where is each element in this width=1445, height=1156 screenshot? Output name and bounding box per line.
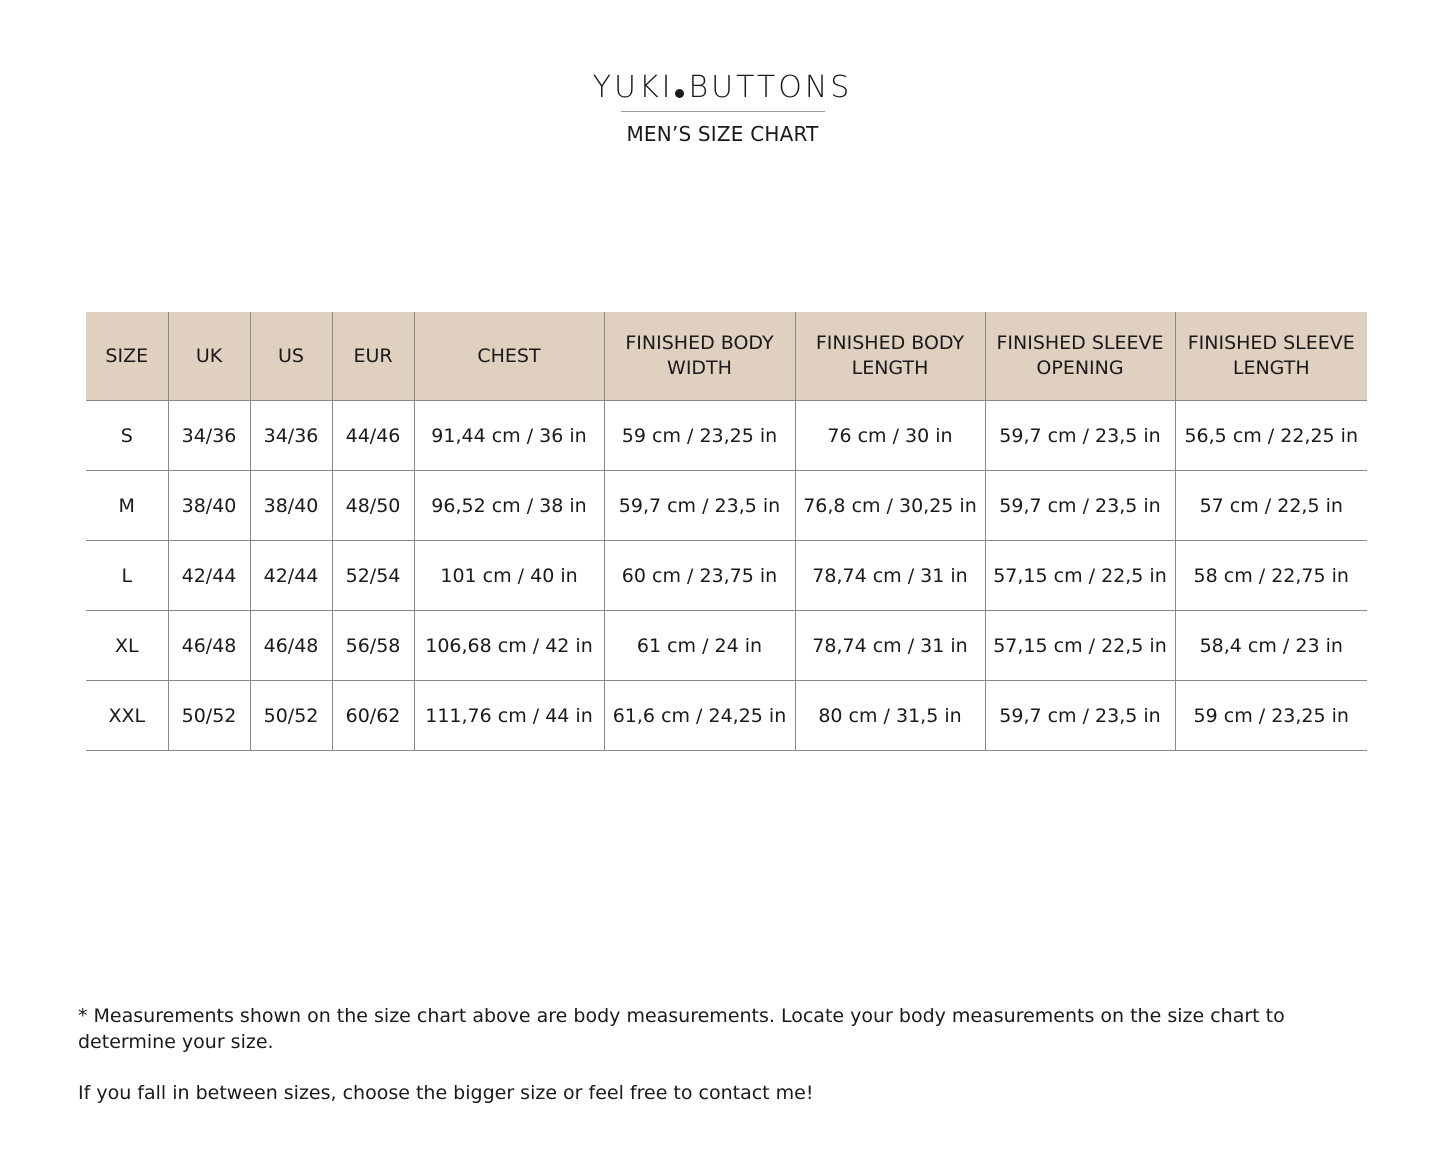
cell-sleeve-opening: 57,15 cm / 22,5 in [985,611,1175,681]
cell-eur: 48/50 [332,471,414,541]
cell-sleeve-opening: 59,7 cm / 23,5 in [985,401,1175,471]
cell-eur: 60/62 [332,681,414,751]
header-finished-body-length: FINISHED BODY LENGTH [795,312,985,401]
logo-text-right: BUTTONS [688,70,853,105]
logo-text-left: YUKI [592,70,674,105]
logo [593,70,853,105]
cell-size: L [86,541,168,611]
cell-chest: 91,44 cm / 36 in [414,401,604,471]
header-size: SIZE [86,312,168,401]
cell-eur: 44/46 [332,401,414,471]
cell-body-length: 78,74 cm / 31 in [795,541,985,611]
cell-us: 46/48 [250,611,332,681]
cell-body-width: 61,6 cm / 24,25 in [604,681,795,751]
size-chart-table [86,312,1367,751]
cell-eur: 52/54 [332,541,414,611]
cell-sleeve-opening: 57,15 cm / 22,5 in [985,541,1175,611]
logo-divider [621,111,825,112]
cell-body-width: 61 cm / 24 in [604,611,795,681]
header-finished-sleeve-length: FINISHED SLEEVE LENGTH [1175,312,1367,401]
table-row [86,681,1367,751]
header-eur: EUR [332,312,414,401]
cell-chest: 101 cm / 40 in [414,541,604,611]
table-header-row [86,312,1367,401]
cell-eur: 56/58 [332,611,414,681]
cell-chest: 96,52 cm / 38 in [414,471,604,541]
table-row [86,541,1367,611]
footnotes [78,1003,1378,1106]
cell-sleeve-opening: 59,7 cm / 23,5 in [985,681,1175,751]
table-row [86,611,1367,681]
measurement-note: * Measurements shown on the size chart above are body measurements. Locate your body measurements on the size chart to determine your size. [78,1005,1285,1053]
cell-size: S [86,401,168,471]
logo-dot [675,89,684,98]
header-finished-sleeve-opening: FINISHED SLEEVE OPENING [985,312,1175,401]
cell-chest: 106,68 cm / 42 in [414,611,604,681]
brand-header [0,70,1445,146]
cell-uk: 38/40 [168,471,250,541]
cell-us: 50/52 [250,681,332,751]
cell-us: 42/44 [250,541,332,611]
header-finished-body-width: FINISHED BODY WIDTH [604,312,795,401]
cell-chest: 111,76 cm / 44 in [414,681,604,751]
cell-sleeve-opening: 59,7 cm / 23,5 in [985,471,1175,541]
cell-body-width: 59 cm / 23,25 in [604,401,795,471]
cell-size: M [86,471,168,541]
cell-body-length: 76 cm / 30 in [795,401,985,471]
cell-uk: 34/36 [168,401,250,471]
cell-size: XL [86,611,168,681]
cell-size: XXL [86,681,168,751]
header-uk: UK [168,312,250,401]
cell-body-length: 78,74 cm / 31 in [795,611,985,681]
cell-uk: 46/48 [168,611,250,681]
cell-body-width: 59,7 cm / 23,5 in [604,471,795,541]
cell-uk: 42/44 [168,541,250,611]
page-title: MEN’S SIZE CHART [626,122,819,146]
cell-us: 38/40 [250,471,332,541]
between-sizes-note: If you fall in between sizes, choose the bigger size or feel free to contact me! [78,1082,814,1104]
cell-sleeve-length: 56,5 cm / 22,25 in [1175,401,1367,471]
cell-sleeve-length: 59 cm / 23,25 in [1175,681,1367,751]
cell-sleeve-length: 58,4 cm / 23 in [1175,611,1367,681]
cell-body-length: 80 cm / 31,5 in [795,681,985,751]
table-row [86,471,1367,541]
cell-uk: 50/52 [168,681,250,751]
cell-sleeve-length: 58 cm / 22,75 in [1175,541,1367,611]
table-row [86,401,1367,471]
cell-sleeve-length: 57 cm / 22,5 in [1175,471,1367,541]
cell-us: 34/36 [250,401,332,471]
header-chest: CHEST [414,312,604,401]
cell-body-length: 76,8 cm / 30,25 in [795,471,985,541]
cell-body-width: 60 cm / 23,75 in [604,541,795,611]
header-us: US [250,312,332,401]
